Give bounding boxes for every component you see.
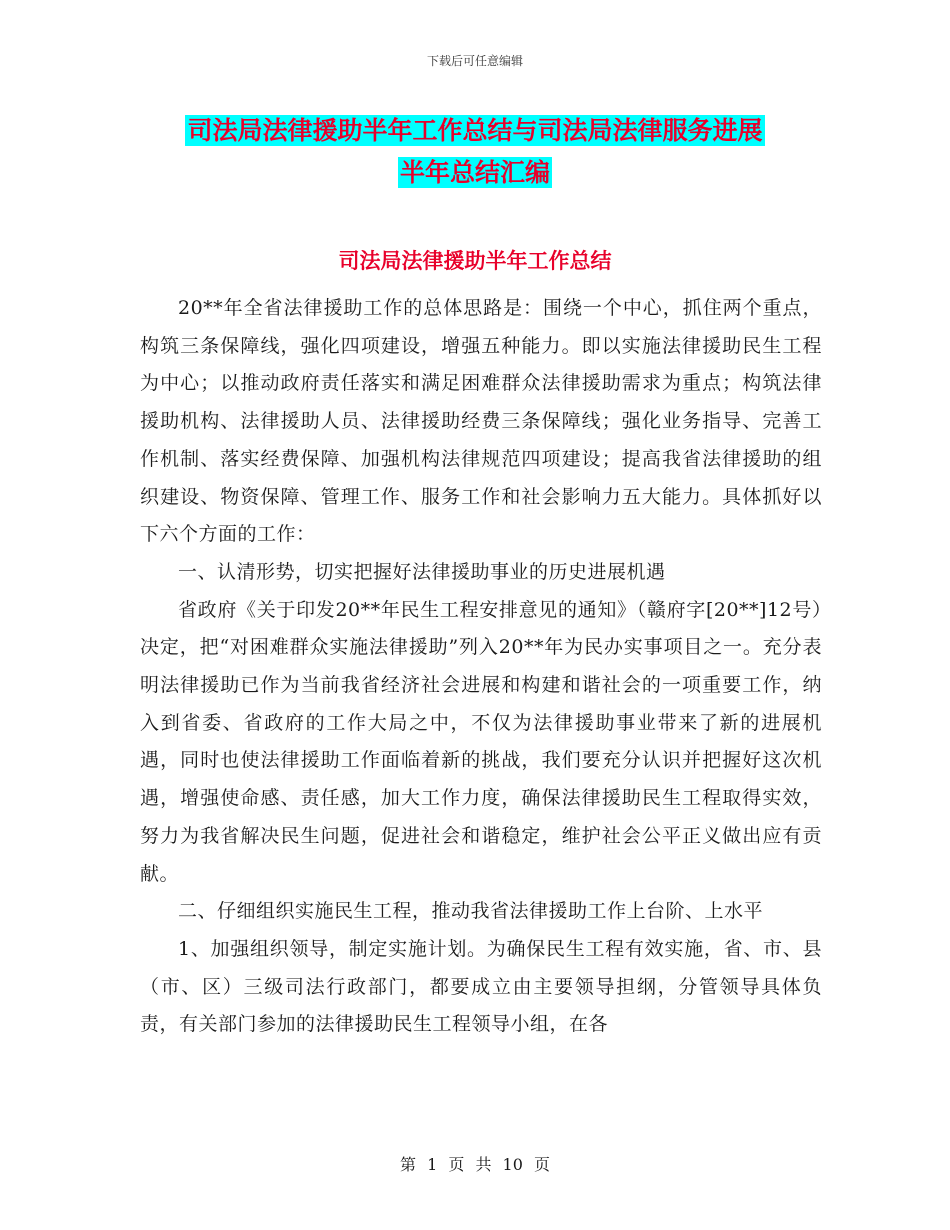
document-title bbox=[0, 110, 950, 194]
paragraph: 二、仔细组织实施民生工程，推动我省法律援助工作上台阶、上水平 bbox=[178, 900, 764, 923]
page-number: 第 1 页 共 10 页 bbox=[400, 1155, 550, 1174]
page-header-note: 下载后可任意编辑 bbox=[426, 54, 523, 68]
paragraph: 1、加强组织领导，制定实施计划。为确保民生工程有效实施，省、市、县（市、区）三级司法行政部门，都要成立由主要领导担纲，分管领导具体负责，有关部门参加的法律援助民生工程领导小组，在各 bbox=[140, 937, 822, 1036]
paragraph: 20**年全省法律援助工作的总体思路是：围绕一个中心，抓住两个重点，构筑三条保障线，强化四项建设，增强五种能力。即以实施法律援助民生工程为中心；以推动政府责任落实和满足困难群众法律援助需求为重点；构筑法律援助机构、法律援助人员、法律援助经费三条保障线；强化业务指导、完善工作机制、落实经费保障、加强机构法律规范四项建设；提高我省法律援助的组织建设、物资保障、管理工作、服务工作和社会影响力五大能力。具体抓好以下六个方面的工作： bbox=[140, 297, 822, 546]
document-title-line2: 半年总结汇编 bbox=[399, 158, 550, 187]
section-title: 司法局法律援助半年工作总结 bbox=[338, 249, 612, 273]
paragraph: 一、认清形势，切实把握好法律援助事业的历史进展机遇 bbox=[178, 560, 666, 583]
document-body bbox=[140, 290, 822, 1044]
document-title-line1: 司法局法律援助半年工作总结与司法局法律服务进展 bbox=[187, 116, 763, 145]
paragraph: 省政府《关于印发20**年民生工程安排意见的通知》（赣府字[20**]12号）决定，把“对困难群众实施法律援助”列入20**年为民办实事项目之一。充分表明法律援助已作为当前我省经济社会进展和构建和谐社会的一项重要工作，纳入到省委、省政府的工作大局之中，不仅为法律援助事业带来了新的进展机遇，同时也使法律援助工作面临着新的挑战，我们要充分认识并把握好这次机遇，增强使命感、责任感，加大工作力度，确保法律援助民生工程取得实效，努力为我省解决民生问题，促进社会和谐稳定，维护社会公平正义做出应有贡献。 bbox=[140, 598, 822, 885]
